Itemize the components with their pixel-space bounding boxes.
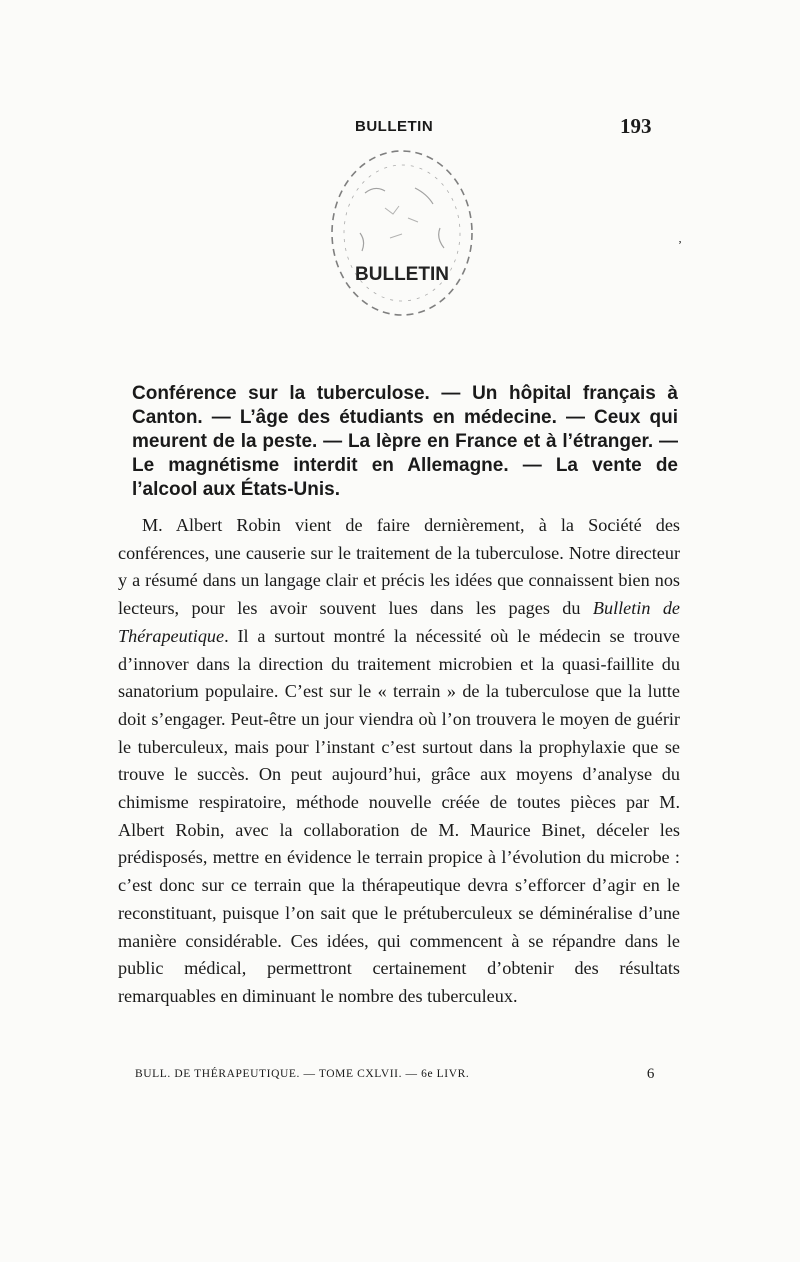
footer-folio: 6 bbox=[646, 1066, 655, 1082]
article-body bbox=[118, 512, 680, 1011]
page-number: 193 bbox=[620, 114, 652, 138]
body-part-2: . Il a surtout montré la nécessité où le médecin se trouve d’innover dans la direction du traitement microbien et la quasi-faillite du sanatorium populaire. C’est sur le « terrain » de la tuberculose que la lutte doit s’engager. Peut-être un jour viendra où l’on trouvera le moyen de guérir le tuberculeux, mais pour l’instant c’est surtout dans la prophylaxie que se trouve le succès. On peut aujourd’hui, grâce aux moyens d’analyse du chimisme respiratoire, méthode nouvelle créée de toutes pièces par M. Albert Robin, avec la collaboration de M. Maurice Binet, déceler les prédisposés, mettre en évidence le terrain propice à l’évolution du microbe : c’est donc sur ce terrain que la thérapeutique devra s’efforcer d’agir en le reconstituant, puisque l’on sait que le prétuberculeux se déminéralise d’une manière considérable. Ces idées, qui commencent à se répandre dans le public médical, permettront certainement d’obtenir des résultats remarquables en diminuant le nombre des tuberculeux. bbox=[118, 625, 680, 1006]
stamp-label: BULLETIN bbox=[355, 264, 449, 285]
page-footer bbox=[135, 1068, 655, 1080]
article-summary bbox=[132, 382, 678, 502]
library-stamp bbox=[320, 138, 490, 328]
stray-mark: ʼ bbox=[678, 238, 682, 252]
body-part-1: M. Albert Robin vient de faire dernièrement, à la Société des conférences, une causerie sur le traitement de la tuberculose. Notre directeur y a résumé dans un langage clair et précis les idées que connaissent bien nos lecteurs, pour les avoir souvent lues dans les pages du bbox=[118, 515, 680, 619]
running-title: BULLETIN bbox=[355, 118, 434, 135]
summary-text: Conférence sur la tuberculose. — Un hôpital français à Canton. — L’âge des étudiants en médecine. — Ceux qui meurent de la peste. — La lèpre en France et à l’étranger. — Le magnétisme interdit en Allemagne. — La vente de l’alcool aux États-Unis. bbox=[132, 383, 678, 500]
footer-text: BULL. DE THÉRAPEUTIQUE. — TOME CXLVII. — 6e LIVR. bbox=[135, 1068, 470, 1080]
journal-title: Bulletin de Thérapeutique bbox=[118, 598, 680, 646]
stamp-graphic bbox=[320, 138, 490, 328]
